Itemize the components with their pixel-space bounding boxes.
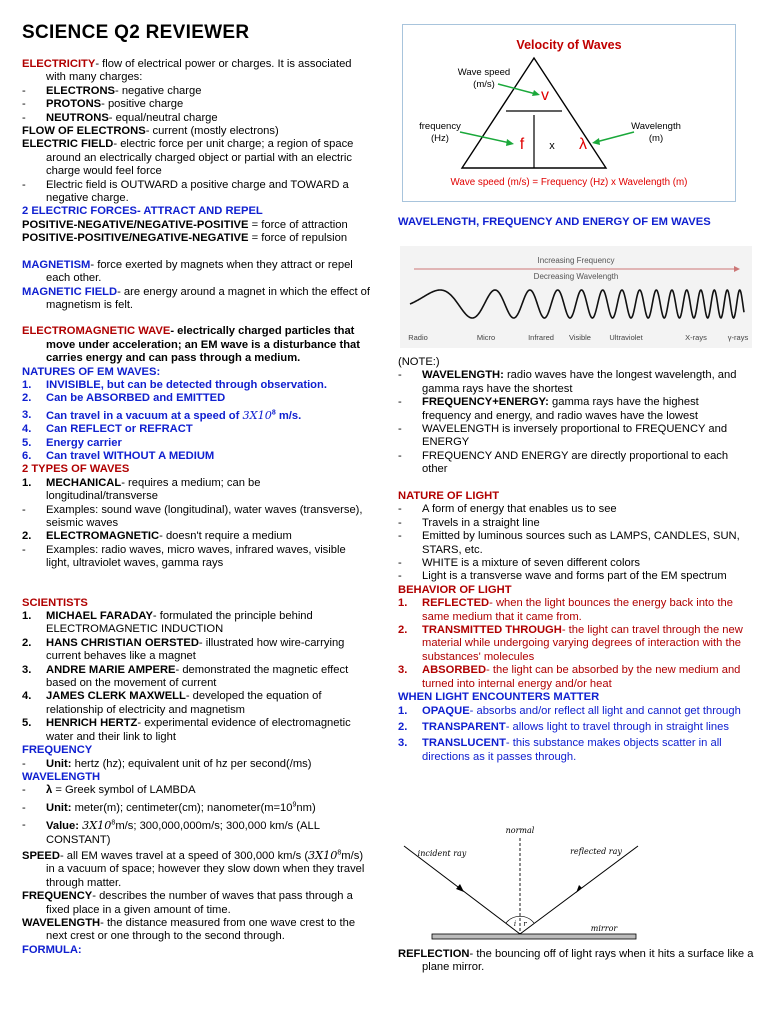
nature-of-light-heading: NATURE OF LIGHT: [398, 490, 500, 502]
scientist-item: 4. JAMES CLERK MAXWELL- developed the equation of relationship of electricity and magnetism: [22, 690, 322, 716]
f-symbol: f: [519, 136, 525, 153]
reflected-ray-label: reflected ray: [570, 847, 622, 856]
magnetism-def: MAGNETISM- force exerted by magnets when they attract or repel each other.: [22, 258, 353, 285]
encounters-heading: WHEN LIGHT ENCOUNTERS MATTER: [398, 691, 600, 704]
mirror-label: mirror: [590, 924, 618, 933]
nature-item: 1. INVISIBLE, but can be detected through observation.: [22, 378, 327, 391]
wave-types-heading: 2 TYPES OF WAVES: [22, 463, 130, 476]
flow-of-electrons: FLOW OF ELECTRONS- current (mostly electrons): [22, 125, 279, 138]
nature-item: 3. Can travel in a vacuum at a speed of $3X10^8$ m/s.: [22, 408, 302, 422]
spectrum-label-micro: Micro: [476, 333, 496, 342]
behavior-item: 1. REFLECTED- when the light bounces the energy back into the same medium that it came from.: [398, 597, 733, 623]
electric-field-note: - Electric field is OUTWARD a positive charge and TOWARD a negative charge.: [22, 178, 349, 205]
wavelength-unit: (m): [648, 133, 664, 144]
frequency-label: frequency: [419, 121, 461, 132]
wavelength-unit: - Unit: meter(m); centimeter(cm); $nanometer(m=10^9nm)$: [22, 800, 316, 814]
normal-label: normal: [505, 826, 535, 835]
angle-i-label: i: [513, 920, 517, 928]
frequency-heading: FREQUENCY: [22, 744, 93, 757]
times-symbol: x: [549, 140, 555, 152]
spectrum-label-visible: Visible: [569, 333, 591, 342]
wavelength-def: WAVELENGTH- the distance measured from one wave crest to the next crest or one through to the second through.: [22, 916, 356, 943]
behavior-item: 3. ABSORBED- the light can be absorbed by the new medium and turned into internal energy and/or heat: [398, 664, 741, 690]
lambda-symbol: - λ = Greek symbol of LAMBDA: [22, 784, 196, 797]
electric-forces-heading: 2 ELECTRIC FORCES- ATTRACT AND REPEL: [22, 205, 263, 218]
spectrum-label-gamma: γ-rays: [727, 333, 749, 342]
angle-r-label: r: [523, 920, 527, 928]
encounter-item: 1. OPAQUE- absorbs and/or reflect all light and cannot get through: [398, 704, 741, 717]
wave-speed-label: Wave speed: [457, 67, 511, 78]
wave-speed-unit: (m/s): [473, 79, 495, 90]
scientist-item: 5. HENRICH HERTZ- experimental evidence of electromagnetic water and their link to light: [22, 717, 351, 743]
spectrum-label-radio: Radio: [408, 333, 428, 342]
em-spectrum-diagram: [400, 246, 752, 348]
decreasing-wavelength-label: Decreasing Wavelength: [533, 272, 619, 281]
magnetic-field-def: MAGNETIC FIELD- are energy around a magnet in which the effect of magnetism is felt.: [22, 285, 371, 311]
scientist-item: 2. HANS CHRISTIAN OERSTED- illustrated how wire-carrying current behaves like a magnet: [22, 636, 345, 663]
note-item: - FREQUENCY+ENERGY: gamma rays have the highest frequency and energy, and radio waves have the lowest: [398, 396, 699, 422]
charge-protons: - PROTONS- positive charge: [22, 98, 184, 111]
light-item: - WHITE is a mixture of seven different colors: [398, 557, 641, 570]
em-wave-def: ELECTROMAGNETIC WAVE- electrically charged particles that move under acceleration; an EM wave is a disturbance that carries energy and can pass through a medium.: [22, 325, 360, 365]
repulsion-rule: POSITIVE-POSITIVE/NEGATIVE-NEGATIVE = force of repulsion: [22, 232, 348, 245]
velocity-of-waves-diagram: [402, 24, 736, 202]
encounter-item: 3. TRANSLUCENT- this substance makes objects scatter in all directions as it passes through.: [398, 737, 722, 763]
mechanical-examples: - Examples: sound wave (longitudinal), water waves (transverse), seismic waves: [22, 503, 363, 529]
note-item: - WAVELENGTH is inversely proportional to FREQUENCY and ENERGY: [398, 423, 728, 449]
light-item: - Travels in a straight line: [398, 516, 540, 529]
scientists-heading: SCIENTISTS: [22, 596, 88, 609]
scientist-item: 3. ANDRE MARIE AMPERE- demonstrated the magnetic effect based on the movement of current: [22, 663, 349, 690]
formula-heading: FORMULA:: [22, 943, 82, 956]
electricity-def: ELECTRICITY- flow of electrical power or charges. It is associated with many charges:: [22, 58, 352, 84]
wave-speed-formula: Wave speed (m/s) = Frequency (Hz) x Wavelength (m): [450, 177, 688, 188]
note-item: - WAVELENGTH: radio waves have the longest wavelength, and gamma rays have the shortest: [398, 369, 737, 395]
reflection-def: REFLECTION- the bouncing off of light rays when it hits a surface like a plane mirror.: [398, 948, 754, 974]
frequency-unit: (Hz): [431, 133, 449, 144]
note-item: - FREQUENCY AND ENERGY are directly proportional to each other: [398, 449, 729, 476]
light-item: - A form of energy that enables us to see: [398, 503, 617, 516]
note-label: (NOTE:): [398, 356, 440, 368]
nature-item: 4. Can REFLECT or REFRACT: [22, 423, 193, 436]
diagram-title: Velocity of Waves: [516, 38, 622, 52]
electromagnetic-examples: - Examples: radio waves, micro waves, infrared waves, visible light, ultraviolet waves, gamma rays: [22, 543, 346, 570]
lambda-symbol-diagram: λ: [579, 136, 587, 153]
scientist-item: 1. MICHAEL FARADAY- formulated the principle behind ELECTROMAGNETIC INDUCTION: [22, 610, 313, 636]
charge-electrons: - ELECTRONS- negative charge: [22, 84, 202, 97]
spectrum-label-ultraviolet: Ultraviolet: [609, 333, 643, 342]
incident-ray-label: incident ray: [417, 849, 467, 858]
mirror-surface: [432, 934, 636, 939]
wavelength-label: Wavelength: [631, 121, 681, 132]
electromagnetic-def: 2. ELECTROMAGNETIC- doesn't require a medium: [22, 530, 292, 543]
em-spectrum-heading: WAVELENGTH, FREQUENCY AND ENERGY OF EM WAVES: [398, 216, 711, 228]
spectrum-label-xrays: X-rays: [685, 333, 707, 342]
behavior-item: 2. TRANSMITTED THROUGH- the light can travel through the new material while undergoing varying degrees of interaction with the substances' molecules: [398, 624, 743, 663]
incident-arrow-head: [456, 884, 464, 892]
frequency-unit: - Unit: hertz (hz); equivalent unit of hz per second(/ms): [22, 757, 312, 770]
light-item: - Light is a transverse wave and forms part of the EM spectrum: [398, 570, 727, 583]
behavior-of-light-heading: BEHAVIOR OF LIGHT: [398, 583, 512, 596]
page-title: SCIENCE Q2 REVIEWER: [22, 22, 250, 43]
electric-field: ELECTRIC FIELD- electric force per unit charge; a region of space around an electrically charged object or partial with an electric charge would feel force: [22, 138, 354, 178]
spectrum-label-infrared: Infrared: [528, 333, 554, 342]
encounter-item: 2. TRANSPARENT- allows light to travel through in straight lines: [398, 720, 729, 733]
nature-item: 2. Can be ABSORBED and EMITTED: [22, 392, 226, 405]
frequency-def: FREQUENCY- describes the number of waves that pass through a fixed place in a given amount of time.: [22, 890, 353, 916]
wavelength-value: - Value: $3X10^8m/s$; 300,000,000m/s; 300,000 km/s (ALL CONSTANT): [22, 819, 320, 846]
speed-def: SPEED- all EM waves travel at a speed of 300,000 km/s $(3X10^8m/s)$ in a vacuum of space; however they slow down when they travel through matter.: [22, 848, 365, 889]
mechanical-def: 1. MECHANICAL- requires a medium; can be longitudinal/transverse: [22, 476, 261, 503]
increasing-frequency-label: Increasing Frequency: [537, 256, 615, 265]
attraction-rule: POSITIVE-NEGATIVE/NEGATIVE-POSITIVE = force of attraction: [22, 218, 348, 231]
nature-item: 5. Energy carrier: [22, 436, 122, 449]
reflection-diagram: [398, 822, 648, 946]
charge-neutrons: - NEUTRONS- equal/neutral charge: [22, 111, 218, 124]
nature-item: 6. Can travel WITHOUT A MEDIUM: [22, 449, 215, 462]
natures-heading: NATURES OF EM WAVES:: [22, 365, 161, 378]
wavelength-heading: WAVELENGTH: [22, 770, 101, 783]
v-symbol: v: [541, 87, 549, 104]
light-item: - Emitted by luminous sources such as LAMPS, CANDLES, SUN, STARS, etc.: [398, 530, 740, 556]
